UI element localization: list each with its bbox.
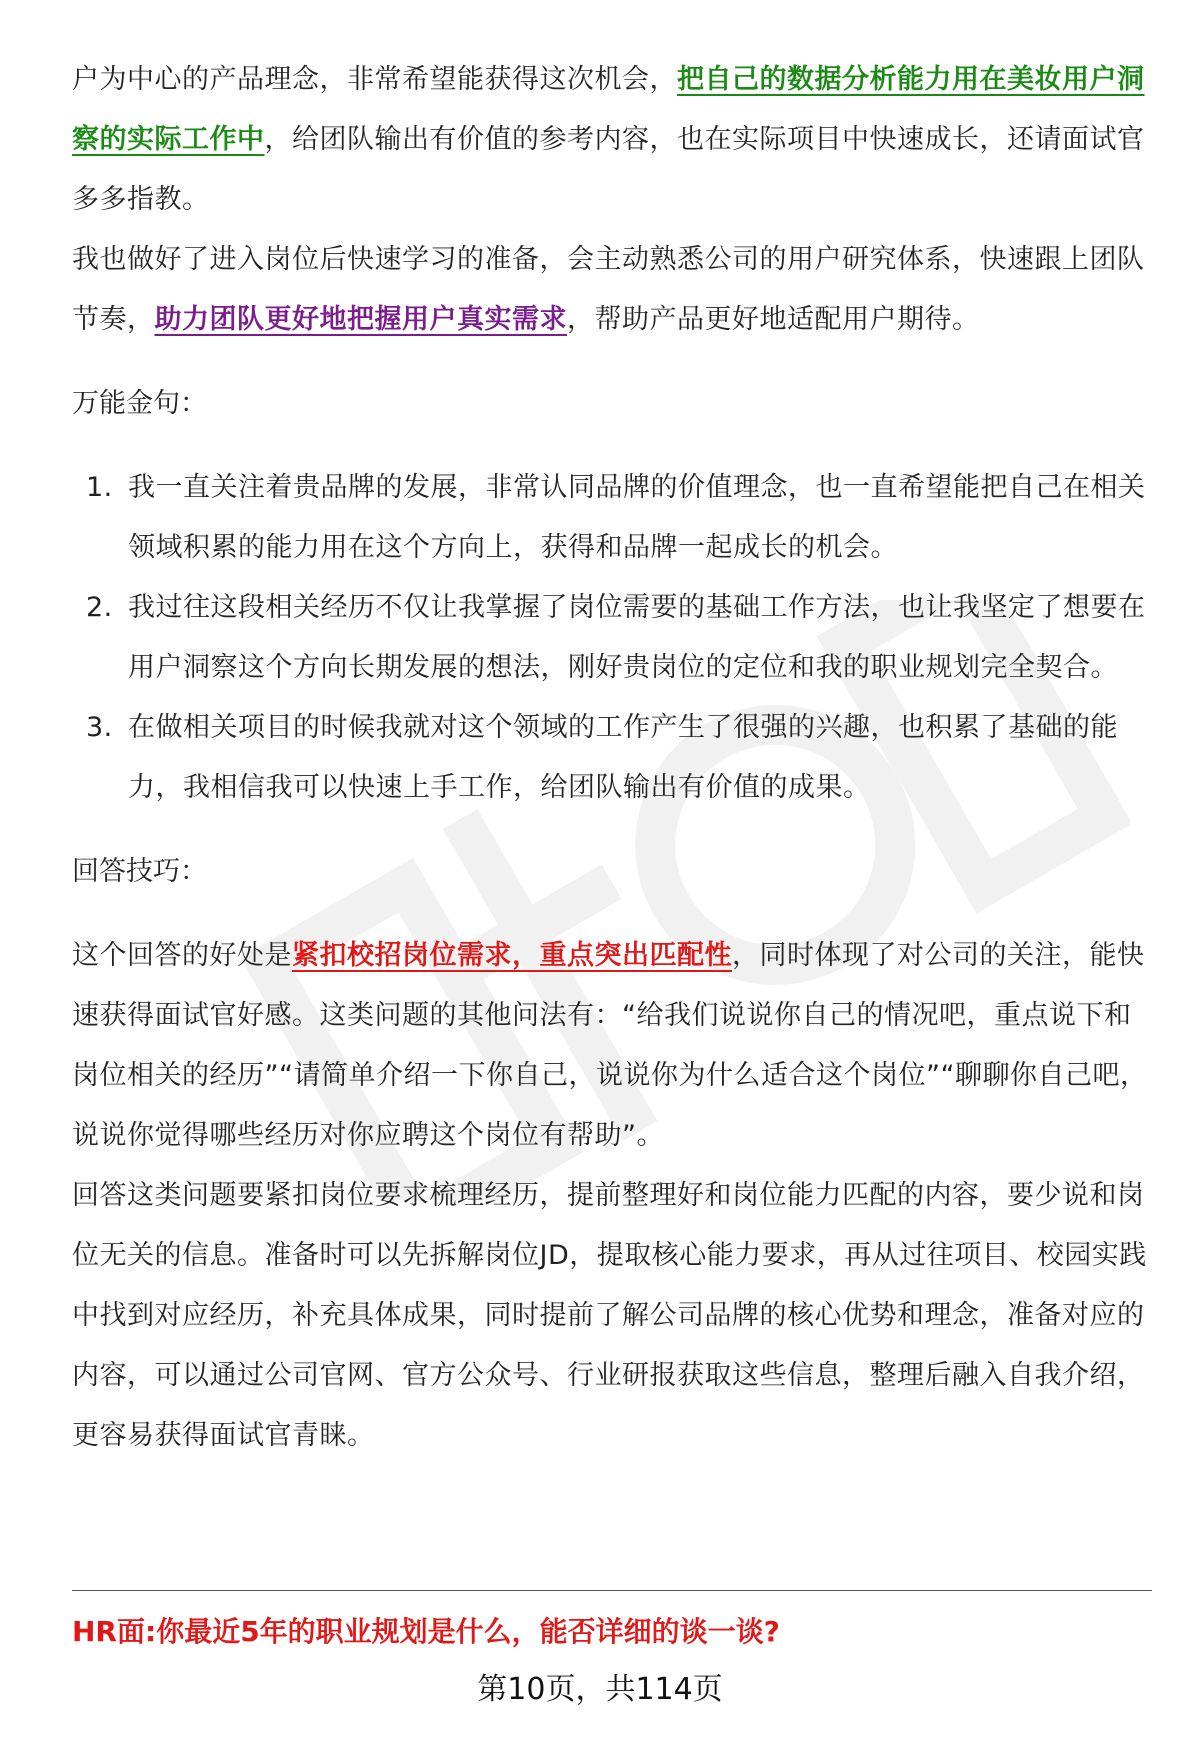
highlight-purple: 助力团队更好地把握用户真实需求 [154, 304, 567, 335]
intro-paragraph-2 [72, 230, 1152, 350]
list-item-text: 在做相关项目的时候我就对这个领域的工作产生了很强的兴趣，也积累了基础的能力，我相信我可以快速上手工作，给团队输出有价值的成果。 [128, 712, 1118, 803]
section-divider [72, 1590, 1152, 1591]
highlight-red: 紧扣校招岗位需求，重点突出匹配性 [292, 940, 732, 971]
tips-paragraph-2: 回答这类问题要紧扣岗位要求梳理经历，提前整理好和岗位能力匹配的内容，要少说和岗位无关的信息。准备时可以先拆解岗位JD，提取核心能力要求，再从过往项目、校园实践中找到对应经历，补充具体成果，同时提前了解公司品牌的核心优势和理念，准备对应的内容，可以通过公司官网、官方公众号、行业研报获取这些信息，整理后融入自我介绍，更容易获得面试官青睐。 [72, 1180, 1147, 1451]
intro-text-2a: 我也做好了进入岗位后快速学习的准备，会主动熟悉公司的用户研究体系，快速跟上团队节奏， [72, 244, 1145, 335]
tips-text-1b: ，同时体现了对公司的关注，能快速获得面试官好感。这类问题的其他问法有：“给我们说说你自己的情况吧，重点说下和岗位相关的经历”“请简单介绍一下你自己，说说你为什么适合这个岗位”“聊聊你自己吧，说说你觉得哪些经历对你应聘这个岗位有帮助”。 [72, 940, 1148, 1151]
list-item [72, 458, 1152, 578]
intro-text-1a: 户为中心的产品理念，非常希望能获得这次机会， [72, 64, 677, 95]
page-number: 第10页，共114页 [477, 1672, 723, 1707]
list-number: 2. [86, 592, 113, 623]
spacer [72, 434, 1152, 458]
tips-heading: 回答技巧： [72, 856, 207, 887]
phrases-heading: 万能金句： [72, 388, 207, 419]
intro-paragraph-1 [72, 50, 1152, 230]
highlight-green: 把自己的数据分析能力用在美妆用户洞察的实际工作中 [72, 64, 1145, 155]
intro-text-2b: ，帮助产品更好地适配用户期待。 [567, 304, 980, 335]
list-item [72, 698, 1152, 818]
list-item [72, 578, 1152, 698]
next-question-heading: HR面:你最近5年的职业规划是什么，能否详细的谈一谈? [72, 1615, 780, 1648]
spacer [72, 902, 1152, 926]
list-item-text: 我过往这段相关经历不仅让我掌握了岗位需要的基础工作方法，也让我坚定了想要在用户洞察这个方向长期发展的想法，刚好贵岗位的定位和我的职业规划完全契合。 [128, 592, 1146, 683]
tips-text-1a: 这个回答的好处是 [72, 940, 292, 971]
phrases-list [72, 458, 1152, 818]
list-number: 3. [86, 712, 113, 743]
spacer [72, 818, 1152, 842]
document-body [72, 50, 1152, 1466]
tips-paragraph-1 [72, 926, 1152, 1166]
list-item-text: 我一直关注着贵品牌的发展，非常认同品牌的价值理念，也一直希望能把自己在相关领域积累的能力用在这个方向上，获得和品牌一起成长的机会。 [128, 472, 1146, 563]
list-number: 1. [86, 472, 113, 503]
spacer [72, 350, 1152, 374]
intro-text-1b: ，给团队输出有价值的参考内容，也在实际项目中快速成长，还请面试官多多指教。 [72, 124, 1145, 215]
